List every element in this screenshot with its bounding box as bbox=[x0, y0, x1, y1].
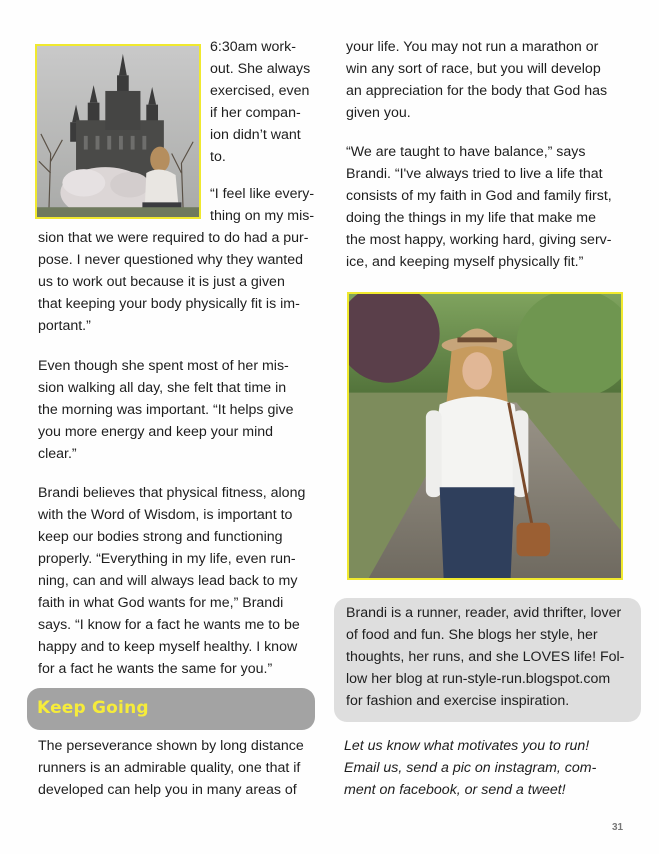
text-line: 6:30am work- bbox=[210, 39, 296, 55]
page-number: 31 bbox=[612, 822, 624, 833]
text-line: an appreciation for the body that God has bbox=[346, 83, 608, 99]
temple-photo-image bbox=[37, 46, 199, 217]
text-line: ment on facebook, or send a tweet! bbox=[344, 782, 566, 798]
perseverance-paragraph bbox=[38, 735, 304, 801]
text-line: exercised, even bbox=[210, 83, 310, 99]
text-line: “I feel like every- bbox=[210, 186, 315, 202]
text-line: the morning was important. “It helps give bbox=[38, 402, 294, 418]
text-line: given you. bbox=[346, 105, 411, 121]
portrait-photo bbox=[347, 292, 623, 580]
text-line: for fashion and exercise inspiration. bbox=[346, 693, 570, 709]
balance-paragraph bbox=[346, 141, 612, 273]
text-line: sion walking all day, she felt that time in bbox=[38, 380, 287, 396]
quote-paragraph bbox=[38, 227, 309, 337]
continued-paragraph bbox=[346, 36, 607, 124]
portrait-photo-image bbox=[349, 294, 621, 578]
text-line: ion didn’t want bbox=[210, 127, 301, 143]
text-line: Brandi is a runner, reader, avid thrifter, lover bbox=[346, 605, 622, 621]
text-line: Brandi. “I've always tried to live a life that bbox=[346, 166, 603, 182]
text-line: pose. I never questioned why they wanted bbox=[38, 252, 304, 268]
section-heading-bar bbox=[27, 688, 315, 730]
mission-paragraph bbox=[38, 355, 294, 465]
text-line: out. She always bbox=[210, 61, 311, 77]
text-line: doing the things in my life that make me bbox=[346, 210, 596, 226]
text-line: clear.” bbox=[38, 446, 77, 462]
text-line: faith in what God wants for me,” Brandi bbox=[38, 595, 284, 611]
text-line: consists of my faith in God and family first, bbox=[346, 188, 612, 204]
text-line: ice, and keeping myself physically fit.” bbox=[346, 254, 584, 270]
text-line: of food and fun. She blogs her style, her bbox=[346, 627, 598, 643]
text-line: the most happy, working hard, giving serv- bbox=[346, 232, 612, 248]
text-line: thoughts, her runs, and she LOVES life! Fol- bbox=[346, 649, 625, 665]
quote-wrap-text bbox=[210, 183, 314, 227]
text-line: win any sort of race, but you will develop bbox=[346, 61, 601, 77]
text-line: happy and to keep myself healthy. I know bbox=[38, 639, 298, 655]
text-line: keep our bodies strong and functioning bbox=[38, 529, 283, 545]
text-line: Let us know what motivates you to run! bbox=[344, 738, 590, 754]
text-line: ning, can and will always lead back to my bbox=[38, 573, 298, 589]
text-line: says. “I know for a fact he wants me to be bbox=[38, 617, 300, 633]
text-line: portant.” bbox=[38, 318, 91, 334]
section-heading: Keep Going bbox=[37, 698, 149, 718]
text-line: if her compan- bbox=[210, 105, 301, 121]
author-bio-text bbox=[346, 602, 624, 712]
text-line: for a fact he wants the same for you.” bbox=[38, 661, 273, 677]
fitness-paragraph bbox=[38, 482, 305, 680]
text-line: to. bbox=[210, 149, 226, 165]
intro-wrap-text bbox=[210, 36, 310, 168]
call-to-action bbox=[344, 735, 596, 801]
text-line: properly. “Everything in my life, even run- bbox=[38, 551, 296, 567]
text-line: developed can help you in many areas of bbox=[38, 782, 297, 798]
text-line: low her blog at run-style-run.blogspot.com bbox=[346, 671, 611, 687]
temple-photo bbox=[35, 44, 201, 219]
text-line: your life. You may not run a marathon or bbox=[346, 39, 599, 55]
text-line: runners is an admirable quality, one that if bbox=[38, 760, 301, 776]
text-line: “We are taught to have balance,” says bbox=[346, 144, 586, 160]
text-line: Email us, send a pic on instagram, com- bbox=[344, 760, 597, 776]
text-line: with the Word of Wisdom, is important to bbox=[38, 507, 293, 523]
text-line: Brandi believes that physical fitness, along bbox=[38, 485, 306, 501]
text-line: us to work out because it is just a given bbox=[38, 274, 285, 290]
text-line: that keeping your body physically fit is im- bbox=[38, 296, 300, 312]
text-line: sion that we were required to do had a pur- bbox=[38, 230, 309, 246]
text-line: thing on my mis- bbox=[210, 208, 315, 224]
text-line: The perseverance shown by long distance bbox=[38, 738, 304, 754]
text-line: you more energy and keep your mind bbox=[38, 424, 274, 440]
text-line: Even though she spent most of her mis- bbox=[38, 358, 289, 374]
